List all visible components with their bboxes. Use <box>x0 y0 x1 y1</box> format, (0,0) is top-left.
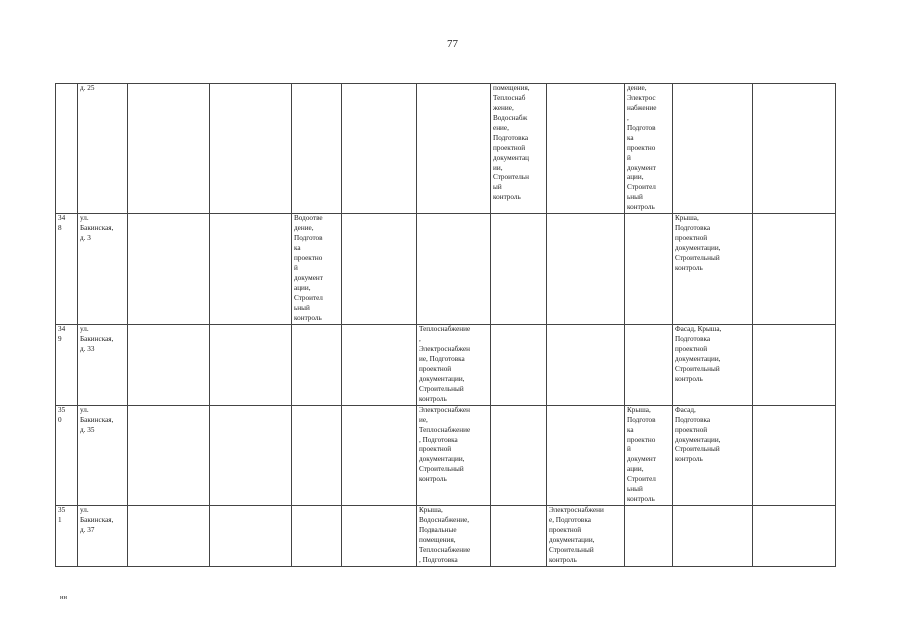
works-cell <box>547 405 625 505</box>
empty-cell <box>210 325 292 406</box>
empty-cell <box>342 325 417 406</box>
works-cell <box>417 84 491 214</box>
page-footer: нн <box>60 594 67 601</box>
table-row <box>56 84 836 214</box>
works-cell <box>547 325 625 406</box>
empty-cell <box>753 84 836 214</box>
works-cell <box>491 325 547 406</box>
works-cell <box>625 506 673 567</box>
empty-cell <box>753 325 836 406</box>
works-cell: Крыша, Подготовка проектной документации, Строительный контроль <box>673 214 753 325</box>
works-cell <box>292 84 342 214</box>
empty-cell <box>128 84 210 214</box>
works-cell: Электроснабжен ие, Теплоснабжение , Подготовка проектной документации, Строительный контроль <box>417 405 491 505</box>
empty-cell <box>210 405 292 505</box>
empty-cell <box>128 325 210 406</box>
table-row <box>56 214 836 325</box>
address-cell: ул. Бакинская, д. 3 <box>78 214 128 325</box>
row-number-cell: 35 1 <box>56 506 78 567</box>
works-cell <box>673 506 753 567</box>
works-cell: Крыша, Подготов ка проектно й документ ации, Строител ьный контроль <box>625 405 673 505</box>
empty-cell <box>753 214 836 325</box>
works-cell <box>625 325 673 406</box>
empty-cell <box>753 405 836 505</box>
page-number: 77 <box>447 38 458 50</box>
address-cell: д. 25 <box>78 84 128 214</box>
works-cell: Теплоснабжение , Электроснабжен ие, Подготовка проектной документации, Строительный контроль <box>417 325 491 406</box>
works-cell: Электроснабжени е, Подготовка проектной документации, Строительный контроль <box>547 506 625 567</box>
table-row <box>56 325 836 406</box>
works-cell <box>625 214 673 325</box>
works-cell: дение, Электрос набжение , Подготов ка проектно й документ ации, Строител ьный контроль <box>625 84 673 214</box>
works-cell: Фасад, Подготовка проектной документации, Строительный контроль <box>673 405 753 505</box>
empty-cell <box>210 506 292 567</box>
works-cell <box>292 405 342 505</box>
row-number-cell: 34 8 <box>56 214 78 325</box>
works-cell <box>292 506 342 567</box>
works-cell <box>491 506 547 567</box>
works-cell <box>547 84 625 214</box>
works-cell <box>547 214 625 325</box>
empty-cell <box>342 84 417 214</box>
empty-cell <box>210 84 292 214</box>
empty-cell <box>128 214 210 325</box>
empty-cell <box>342 405 417 505</box>
table-row <box>56 405 836 505</box>
empty-cell <box>342 214 417 325</box>
address-cell: ул. Бакинская, д. 37 <box>78 506 128 567</box>
works-cell <box>417 214 491 325</box>
works-cell <box>491 214 547 325</box>
table-row <box>56 506 836 567</box>
empty-cell <box>753 506 836 567</box>
empty-cell <box>210 214 292 325</box>
row-number-cell <box>56 84 78 214</box>
address-cell: ул. Бакинская, д. 35 <box>78 405 128 505</box>
empty-cell <box>128 405 210 505</box>
works-cell <box>673 84 753 214</box>
row-number-cell: 34 9 <box>56 325 78 406</box>
works-cell <box>292 325 342 406</box>
works-cell: Фасад, Крыша, Подготовка проектной документации, Строительный контроль <box>673 325 753 406</box>
works-cell <box>491 405 547 505</box>
works-cell: помещения, Теплоснаб жение, Водоснабж ение, Подготовка проектной документац ии, Строительн ый контроль <box>491 84 547 214</box>
repair-schedule-table <box>55 83 836 567</box>
empty-cell <box>342 506 417 567</box>
row-number-cell: 35 0 <box>56 405 78 505</box>
works-cell: Крыша, Водоснабжение, Подвальные помещения, Теплоснабжение , Подготовка <box>417 506 491 567</box>
address-cell: ул. Бакинская, д. 33 <box>78 325 128 406</box>
empty-cell <box>128 506 210 567</box>
works-cell: Водоотве дение, Подготов ка проектно й документ ации, Строител ьный контроль <box>292 214 342 325</box>
